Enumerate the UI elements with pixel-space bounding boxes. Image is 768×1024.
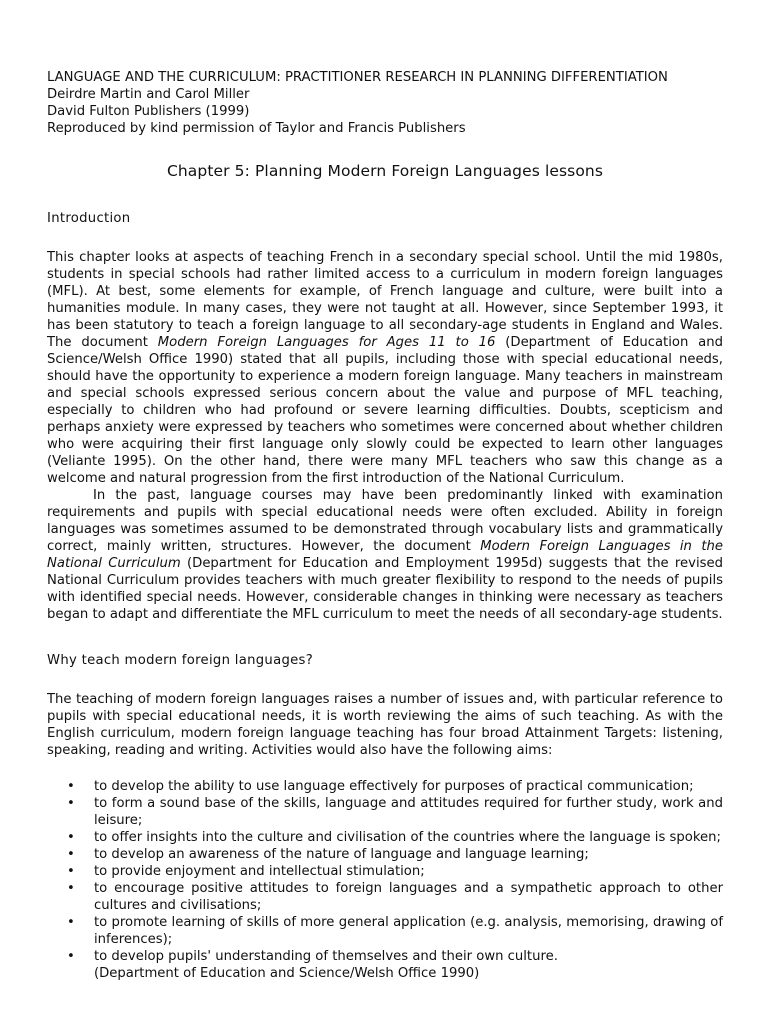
list-item: • to form a sound base of the skills, language and attitudes required for further study, work and leisure; [67,796,723,828]
why-paragraph-1: The teaching of modern foreign languages raises a number of issues and, with particular reference to pupils with special educational needs, it is worth reviewing the aims of such teaching. As with the English curriculum, modern foreign language teaching has four broad Attainment Targets: listening, speaking, reading and writing. Activities would also have the following aims: [47,692,723,758]
bibliographic-header [47,69,723,137]
aims-list [47,778,723,965]
section-heading-why-teach: Why teach modern foreign languages? [47,653,314,668]
bullet-icon: • [67,915,75,930]
section-heading-introduction: Introduction [47,211,131,226]
list-item: • to encourage positive attitudes to foreign languages and a sympathetic approach to other cultures and civilisations; [67,881,723,913]
intro-paragraph-1: This chapter looks at aspects of teaching French in a secondary special school. Until the mid 1980s, students in special schools had rather limited access to a curriculum in modern foreign languages (MFL). At best, some elements for example, of French language and culture, were built into a humanities module. In many cases, they were not taught at all. However, since September 1993, it has been statutory to teach a foreign language to all secondary-age students in England and Wales. The document Modern Foreign Languages for Ages 11 to 16 (Department of Education and Science/Welsh Office 1990) stated that all pupils, including those with special educational needs, should have the opportunity to experience a modern foreign language. Many teachers in mainstream and special schools expressed serious concern about the value and purpose of MFL teaching, especially to children who had profound or severe learning difficulties. Doubts, scepticism and perhaps anxiety were expressed by teachers who sometimes were concerned about whether children who were acquiring their first language only slowly could be expected to learn other languages (Veliante 1995). On the other hand, there were many MFL teachers who saw this change as a welcome and natural progression from the first introduction of the National Curriculum. [47,250,723,486]
bullet-icon: • [67,881,75,896]
bullet-icon: • [67,779,75,794]
list-item: • to provide enjoyment and intellectual stimulation; [67,864,425,879]
document-title-italic: Modern Foreign Languages in the National Curriculum [47,539,723,571]
permission-note: Reproduced by kind permission of Taylor and Francis Publishers [47,121,466,136]
aims-source-citation: (Department of Education and Science/Welsh Office 1990) [94,966,480,981]
list-item: • to offer insights into the culture and civilisation of the countries where the language is spoken; [67,830,721,845]
chapter-title: Chapter 5: Planning Modern Foreign Languages lessons [166,162,604,180]
bullet-icon: • [67,949,75,964]
book-title: LANGUAGE AND THE CURRICULUM: PRACTITIONER RESEARCH IN PLANNING DIFFERENTIATION [47,70,668,85]
document-page [47,69,723,982]
bullet-icon: • [67,847,75,862]
list-item: • to develop the ability to use language effectively for purposes of practical communication; [67,779,694,794]
authors: Deirdre Martin and Carol Miller [47,87,250,102]
bullet-icon: • [67,796,75,811]
list-item: • to develop an awareness of the nature of language and language learning; [67,847,589,862]
document-title-italic: Modern Foreign Languages for Ages 11 to 16 [157,335,496,350]
list-item: • to promote learning of skills of more general application (e.g. analysis, memorising, drawing of inferences); [67,915,723,947]
intro-paragraph-2: In the past, language courses may have been predominantly linked with examination requirements and pupils with special educational needs were often excluded. Ability in foreign languages was sometimes assumed to be demonstrated through vocabulary lists and grammatically correct, mainly written, structures. However, the document Modern Foreign Languages in the National Curriculum (Department for Education and Employment 1995d) suggests that the revised National Curriculum provides teachers with much greater flexibility to respond to the needs of pupils with identified special needs. However, considerable changes in thinking were necessary as teachers began to adapt and differentiate the MFL curriculum to meet the needs of all secondary-age students. [47,488,723,622]
publisher: David Fulton Publishers (1999) [47,104,250,119]
bullet-icon: • [67,830,75,845]
bullet-icon: • [67,864,75,879]
list-item: • to develop pupils' understanding of themselves and their own culture. [67,949,558,964]
